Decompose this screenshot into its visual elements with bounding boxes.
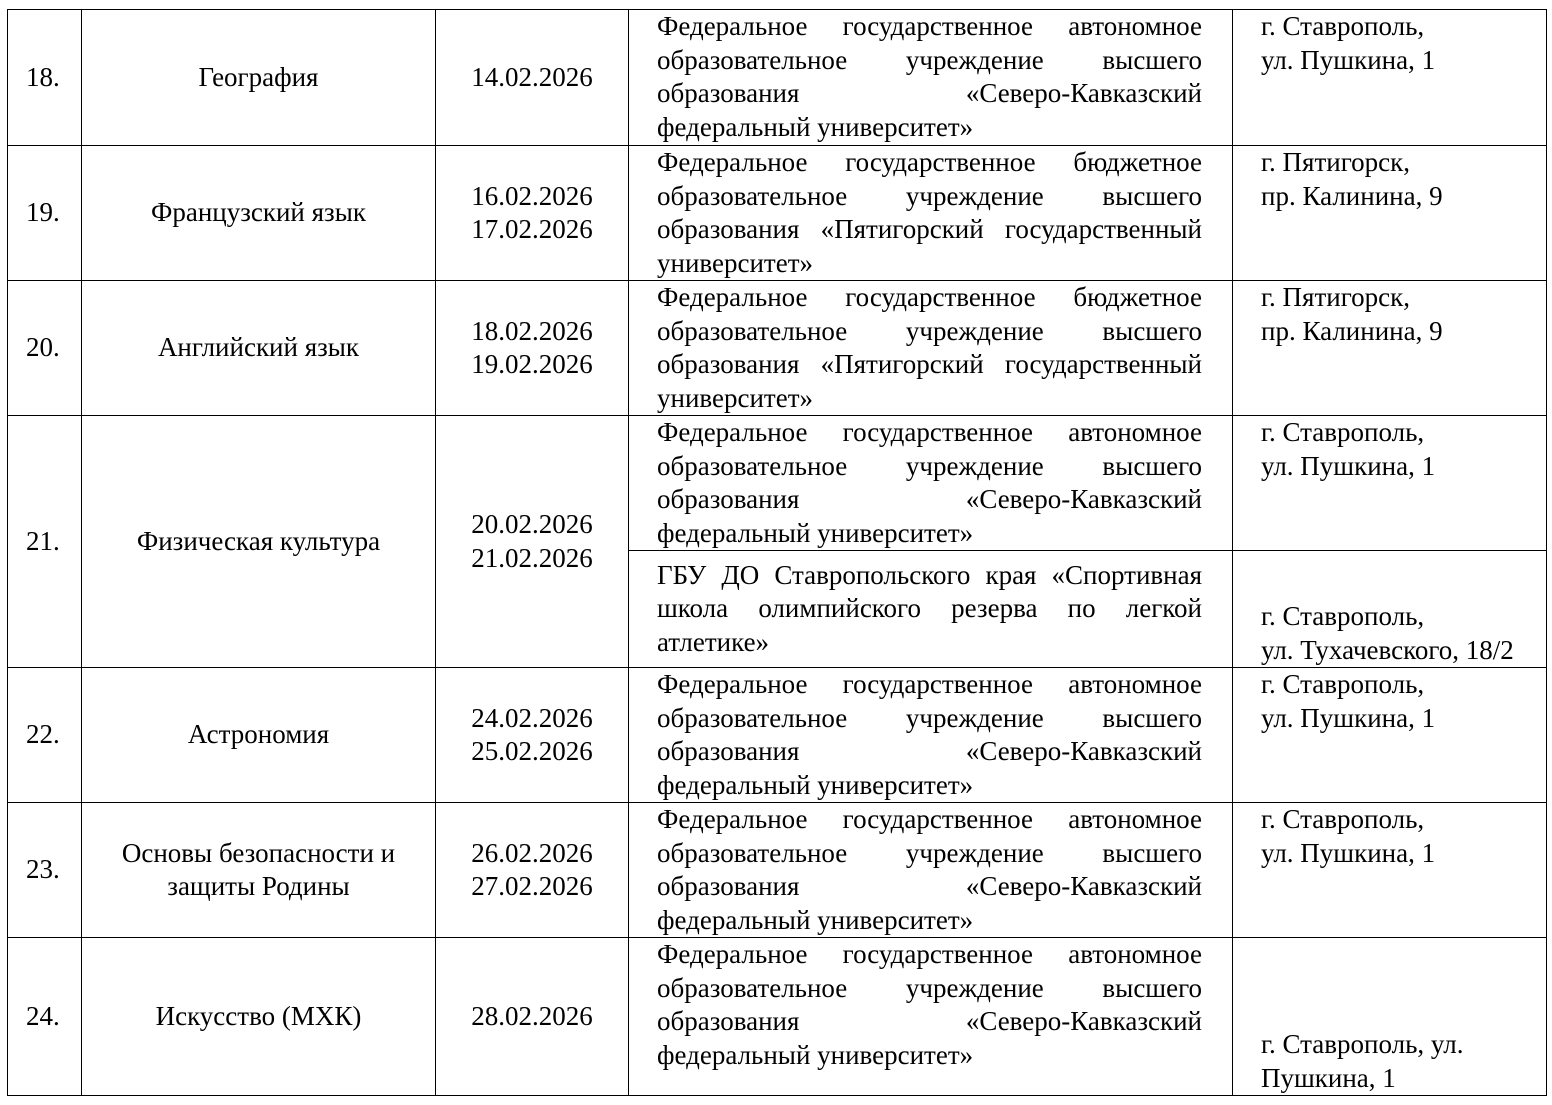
address-line: г. Пятигорск, (1261, 282, 1410, 312)
event-date: 25.02.2026 (471, 736, 593, 766)
row-number: 18. (8, 10, 82, 146)
subject-name: Основы безопасности и защиты Родины (82, 803, 436, 938)
venue-address (1233, 551, 1547, 668)
event-dates (436, 146, 629, 281)
address-line: г. Ставрополь, (1261, 11, 1425, 41)
address-line: ул. Пушкина, 1 (1261, 702, 1436, 733)
event-date: 18.02.2026 (471, 315, 593, 346)
event-date: 16.02.2026 (471, 180, 593, 211)
venue-address (1233, 416, 1547, 551)
address-line: пр. Калинина, 9 (1261, 315, 1443, 346)
subject-name: Французский язык (82, 146, 436, 281)
venue-address (1233, 146, 1547, 281)
venue-address (1233, 10, 1547, 146)
row-number: 19. (8, 146, 82, 281)
address-line: пр. Калинина, 9 (1261, 180, 1443, 211)
olympiad-schedule-table (7, 9, 1547, 1096)
address-line: ул. Тухачевского, 18/2 (1261, 634, 1514, 665)
event-date: 21.02.2026 (471, 542, 593, 573)
event-date: 24.02.2026 (471, 702, 593, 733)
row-number: 23. (8, 803, 82, 938)
event-date: 20.02.2026 (471, 509, 593, 539)
subject-name: Астрономия (82, 668, 436, 803)
row-number: 22. (8, 668, 82, 803)
event-date: 14.02.2026 (471, 61, 593, 92)
event-dates (436, 416, 629, 668)
row-number: 24. (8, 938, 82, 1096)
event-date: 19.02.2026 (471, 349, 593, 379)
venue-organization: Федеральное государственное автономное образовательное учреждение высшего образования «Северо-Кавказский федеральный университет» (629, 668, 1233, 803)
venue-organization: Федеральное государственное автономное образовательное учреждение высшего образования «Северо-Кавказский федеральный университет» (629, 803, 1233, 938)
row-number: 21. (8, 416, 82, 668)
address-line: ул. Пушкина, 1 (1261, 450, 1436, 481)
address-line: г. Ставрополь, (1261, 804, 1425, 834)
event-dates (436, 10, 629, 146)
subject-name: Искусство (МХК) (82, 938, 436, 1096)
address-line: ул. Пушкина, 1 (1261, 837, 1436, 868)
venue-address (1233, 803, 1547, 938)
event-dates (436, 281, 629, 416)
address-line: г. Ставрополь, (1261, 601, 1425, 631)
subject-name: Физическая культура (82, 416, 436, 668)
table-row (8, 281, 1547, 416)
venue-organization: ГБУ ДО Ставропольского края «Спортивная школа олимпийского резерва по легкой атлетике» (629, 551, 1233, 668)
row-number: 20. (8, 281, 82, 416)
table-row (8, 668, 1547, 803)
event-dates (436, 668, 629, 803)
venue-organization: Федеральное государственное автономное образовательное учреждение высшего образования «Северо-Кавказский федеральный университет» (629, 10, 1233, 146)
address-line: г. Ставрополь, ул. Пушкина, 1 (1261, 1029, 1464, 1093)
event-date: 26.02.2026 (471, 837, 593, 868)
venue-organization: Федеральное государственное автономное образовательное учреждение высшего образования «Северо-Кавказский федеральный университет» (629, 416, 1233, 551)
venue-organization: Федеральное государственное бюджетное образовательное учреждение высшего образования «Пятигорский государственный университет» (629, 281, 1233, 416)
address-line: г. Ставрополь, (1261, 417, 1425, 447)
address-line: г. Пятигорск, (1261, 147, 1410, 177)
event-dates (436, 938, 629, 1096)
event-date: 27.02.2026 (471, 871, 593, 901)
table-row (8, 146, 1547, 281)
event-dates (436, 803, 629, 938)
venue-address (1233, 668, 1547, 803)
table-row (8, 938, 1547, 1096)
venue-organization: Федеральное государственное автономное образовательное учреждение высшего образования «Северо-Кавказский федеральный университет» (629, 938, 1233, 1096)
event-date: 28.02.2026 (471, 1000, 593, 1031)
table-row (8, 803, 1547, 938)
address-line: ул. Пушкина, 1 (1261, 44, 1436, 75)
table-row (8, 416, 1547, 551)
event-date: 17.02.2026 (471, 214, 593, 244)
address-line: г. Ставрополь, (1261, 669, 1425, 699)
subject-name: География (82, 10, 436, 146)
venue-address (1233, 281, 1547, 416)
venue-organization: Федеральное государственное бюджетное образовательное учреждение высшего образования «Пятигорский государственный университет» (629, 146, 1233, 281)
table-row (8, 10, 1547, 146)
subject-name: Английский язык (82, 281, 436, 416)
venue-address (1233, 938, 1547, 1096)
